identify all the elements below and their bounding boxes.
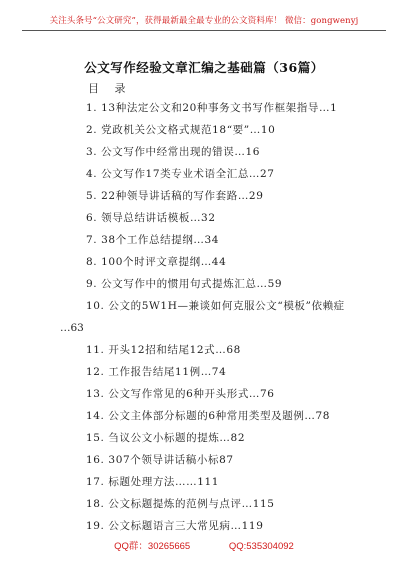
header-divider <box>22 30 386 31</box>
toc-item[interactable]: 16. 307个领导讲话稿小标87 <box>86 454 234 466</box>
toc-item[interactable]: 6. 领导总结讲话模板…32 <box>86 212 216 224</box>
toc-item[interactable]: 4. 公文写作17类专业术语全汇总…27 <box>86 168 275 180</box>
footer-contact <box>0 538 408 552</box>
toc-item[interactable]: 13. 公文写作常见的6种开头形式…76 <box>86 388 275 400</box>
toc-item-continuation: …63 <box>60 322 84 334</box>
toc-item[interactable]: 19. 公文标题语言三大常见病…119 <box>86 520 264 532</box>
header-promo: 关注头条号“公文研究”，获得最新最全最专业的公文资料库！ 微信：gongwenyj <box>49 16 359 26</box>
toc-item[interactable]: 1. 13种法定公文和20种事务文书写作框架指导…1 <box>86 102 338 114</box>
toc-item[interactable]: 17. 标题处理方法……111 <box>86 476 220 488</box>
document-title: 公文写作经验文章汇编之基础篇（36篇） <box>84 60 324 75</box>
footer-qq: QQ:535304092 <box>228 541 294 552</box>
toc-heading: 目 录 <box>88 82 132 95</box>
toc-item[interactable]: 14. 公文主体部分标题的6种常用类型及题例…78 <box>86 410 331 422</box>
toc-item[interactable]: 18. 公文标题提炼的范例与点评…115 <box>86 498 275 510</box>
toc-item[interactable]: 9. 公文写作中的惯用句式提炼汇总…59 <box>86 278 283 290</box>
toc-item[interactable]: 3. 公文写作中经常出现的错误…16 <box>86 146 261 158</box>
footer-qq-group: QQ群：30265665 <box>114 541 191 552</box>
toc-item[interactable]: 5. 22种领导讲话稿的写作套路…29 <box>86 190 264 202</box>
toc-item[interactable]: 2. 党政机关公文格式规范18“要”…10 <box>86 124 276 136</box>
toc-item[interactable]: 8. 100个时评文章提纲…44 <box>86 256 227 268</box>
toc-item[interactable]: 11. 开头12招和结尾12式…68 <box>86 344 241 356</box>
toc-item[interactable]: 10. 公文的5W1H—兼谈如何克服公文“模板”依赖症 <box>86 300 345 312</box>
toc-item[interactable]: 7. 38个工作总结提纲…34 <box>86 234 220 246</box>
toc-item[interactable]: 12. 工作报告结尾11例…74 <box>86 366 227 378</box>
toc-item[interactable]: 15. 刍议公文小标题的提炼…82 <box>86 432 246 444</box>
